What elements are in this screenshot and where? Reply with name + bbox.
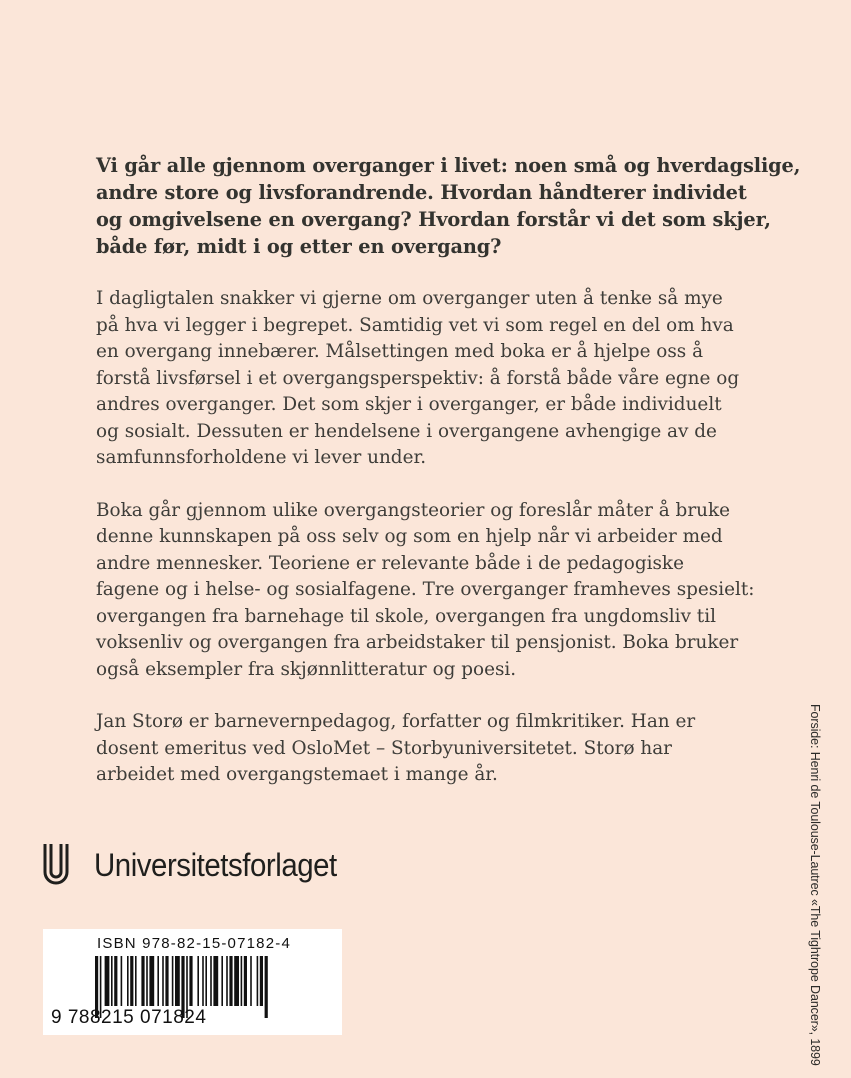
paragraph-line: Jan Storø er barnevernpedagog, forfatter og filmkritiker. Han er	[96, 711, 696, 732]
author-bio	[96, 709, 716, 789]
barcode-bar	[121, 956, 123, 1006]
barcode-bar	[114, 956, 117, 1006]
lead-paragraph	[96, 152, 801, 260]
barcode-bar	[165, 956, 168, 1006]
barcode-bar	[213, 956, 218, 1006]
barcode-bar	[197, 956, 199, 1006]
paragraph-line: dosent emeritus ved OsloMet – Storbyuniversitetet. Storø har	[96, 737, 672, 759]
barcode-bar	[175, 956, 180, 1006]
lead-line: både før, midt i og etter en overgang?	[96, 235, 502, 258]
paragraph-line: andre mennesker. Teoriene er relevante både i de pedagogiske	[96, 552, 684, 574]
barcode-bar	[127, 956, 129, 1006]
paragraph-line: en overgang innebærer. Målsettingen med boka er å hjelpe oss å	[96, 341, 704, 362]
publisher-name: Universitetsforlaget	[94, 846, 337, 883]
barcode-bar	[130, 956, 133, 1006]
back-cover-text	[96, 152, 801, 815]
barcode-bar	[189, 956, 192, 1006]
barcode-digits: 9 788215 071824	[51, 1007, 207, 1028]
paragraph-line: forstå livsførsel i et overgangsperspektiv: å forstå både våre egne og	[96, 367, 740, 389]
barcode-bar	[257, 956, 259, 1006]
barcode-bar	[202, 956, 204, 1006]
barcode-bar	[229, 956, 232, 1006]
barcode-bar	[205, 956, 207, 1006]
paragraph-line: overgangen fra barnehage til skole, overgangen fra ungdomsliv til	[96, 605, 716, 627]
paragraph-line: I dagligtalen snakker vi gjerne om overganger uten å tenke så mye	[96, 288, 723, 309]
barcode-bar	[250, 956, 252, 1006]
paragraph-line: på hva vi legger i begrepet. Samtidig vet vi som regel en del om hva	[96, 314, 734, 336]
barcode-bar	[234, 956, 239, 1006]
barcode-bar	[157, 956, 159, 1006]
publisher-block	[42, 843, 358, 887]
paragraph-line: også eksempler fra skjønnlitteratur og poesi.	[96, 658, 517, 680]
isbn-barcode	[43, 929, 342, 1035]
barcode-bar	[111, 956, 113, 1006]
barcode-bar	[149, 956, 154, 1006]
paragraph-line: og sosialt. Dessuten er hendelsene i overgangene avhengige av de	[96, 420, 717, 442]
paragraph-line: samfunnsforholdene vi lever under.	[96, 447, 427, 468]
paragraph-line: Boka går gjennom ulike overgangsteorier og foreslår måter å bruke	[96, 499, 730, 521]
paragraph-line: arbeidet med overgangstemaet i mange år.	[96, 764, 498, 785]
paragraph-1	[96, 286, 740, 472]
paragraph-line: denne kunnskapen på oss selv og som en hjelp når vi arbeider med	[96, 526, 723, 547]
isbn-label: ISBN 978-82-15-07182-4	[97, 935, 292, 952]
lead-line: andre store og livsforandrende. Hvordan håndterer individet	[96, 181, 747, 204]
lead-line: og omgivelsene en overgang? Hvordan forstår vi det som skjer,	[96, 208, 771, 231]
barcode-bar	[210, 956, 212, 1006]
barcode-bar	[260, 956, 263, 1006]
paragraph-line: andres overganger. Det som skjer i overganger, er både individuelt	[96, 394, 722, 415]
barcode-bar	[105, 956, 110, 1006]
paragraph-line: voksenliv og overgangen fra arbeidstaker til pensjonist. Boka bruker	[96, 632, 739, 653]
barcode-bar	[221, 956, 223, 1006]
paragraph-line: fagene og i helse- og sosialfagene. Tre overganger framheves spesielt:	[96, 579, 755, 600]
barcode-bar	[241, 956, 243, 1006]
barcode-bar	[265, 956, 268, 1018]
barcode-bar	[141, 956, 144, 1006]
paragraph-2	[96, 498, 755, 684]
barcode-bar	[162, 956, 164, 1006]
barcode-bar	[244, 956, 247, 1006]
barcode-bar	[226, 956, 228, 1006]
barcode-bar	[146, 956, 148, 1006]
barcode-bar	[135, 956, 137, 1006]
lead-line: Vi går alle gjennom overganger i livet: noen små og hverdagslige,	[96, 154, 801, 177]
barcode-bar	[172, 956, 174, 1006]
universitetsforlaget-logo-icon	[42, 843, 70, 887]
cover-credit: Forside: Henri de Toulouse-Lautrec «The Tightrope Dancer», 1899	[808, 704, 822, 1066]
